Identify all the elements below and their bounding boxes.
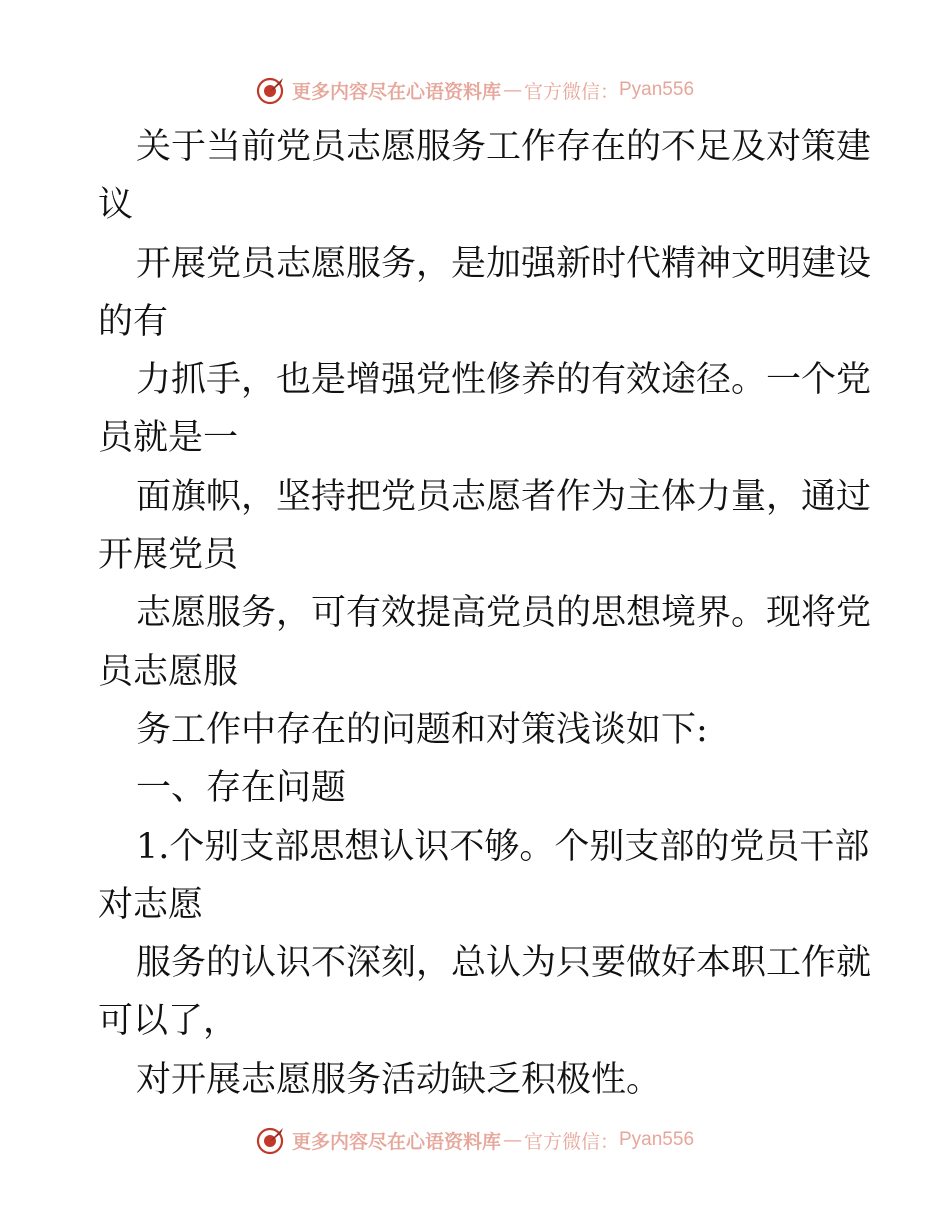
text-line: 对志愿: [98, 884, 204, 925]
text-line: 关于当前党员志愿服务工作存在的不足及对策建: [136, 127, 872, 167]
text-line: 面旗帜，坚持把党员志愿者作为主体力量，通过: [136, 476, 872, 517]
text-line: 志愿服务，可有效提高党员的思想境界。现将党: [136, 593, 872, 634]
watermark-handle: Pyan556: [619, 1129, 695, 1150]
text-line: 服务的认识不深刻，总认为只要做好本职工作就: [136, 943, 872, 984]
text-line: 的有: [98, 301, 169, 342]
text-line: 对开展志愿服务活动缺乏积极性。: [136, 1059, 662, 1100]
text-line: 1.个别支部思想认识不够。个别支部的党员干部: [136, 826, 870, 867]
watermark-official: 官方微信：: [523, 80, 619, 103]
watermark-handle: Pyan556: [619, 79, 695, 100]
text-line: 员就是一: [98, 418, 239, 459]
text-line: 开展党员志愿服务，是加强新时代精神文明建设: [136, 243, 872, 284]
text-line: 员志愿服: [98, 651, 239, 692]
text-line: 务工作中存在的问题和对策浅谈如下:: [136, 709, 708, 750]
text-line: 一、存在问题: [136, 768, 347, 809]
watermark-separator: —: [502, 79, 522, 101]
watermark-label: 更多内容尽在心语资料库: [291, 1130, 501, 1153]
text-line: 议: [98, 185, 134, 226]
watermark-separator: —: [502, 1129, 522, 1151]
quill-logo-icon: [256, 75, 286, 105]
document-body: [98, 118, 872, 1109]
footer-watermark: [0, 1122, 950, 1158]
watermark-label: 更多内容尽在心语资料库: [291, 80, 501, 103]
text-line: 可以了，: [98, 1001, 239, 1042]
quill-logo-icon: [256, 1125, 286, 1155]
text-line: 开展党员: [98, 535, 239, 576]
watermark-official: 官方微信：: [523, 1130, 619, 1153]
header-watermark: [0, 72, 950, 108]
text-line: 力抓手，也是增强党性修养的有效途径。一个党: [136, 360, 872, 401]
